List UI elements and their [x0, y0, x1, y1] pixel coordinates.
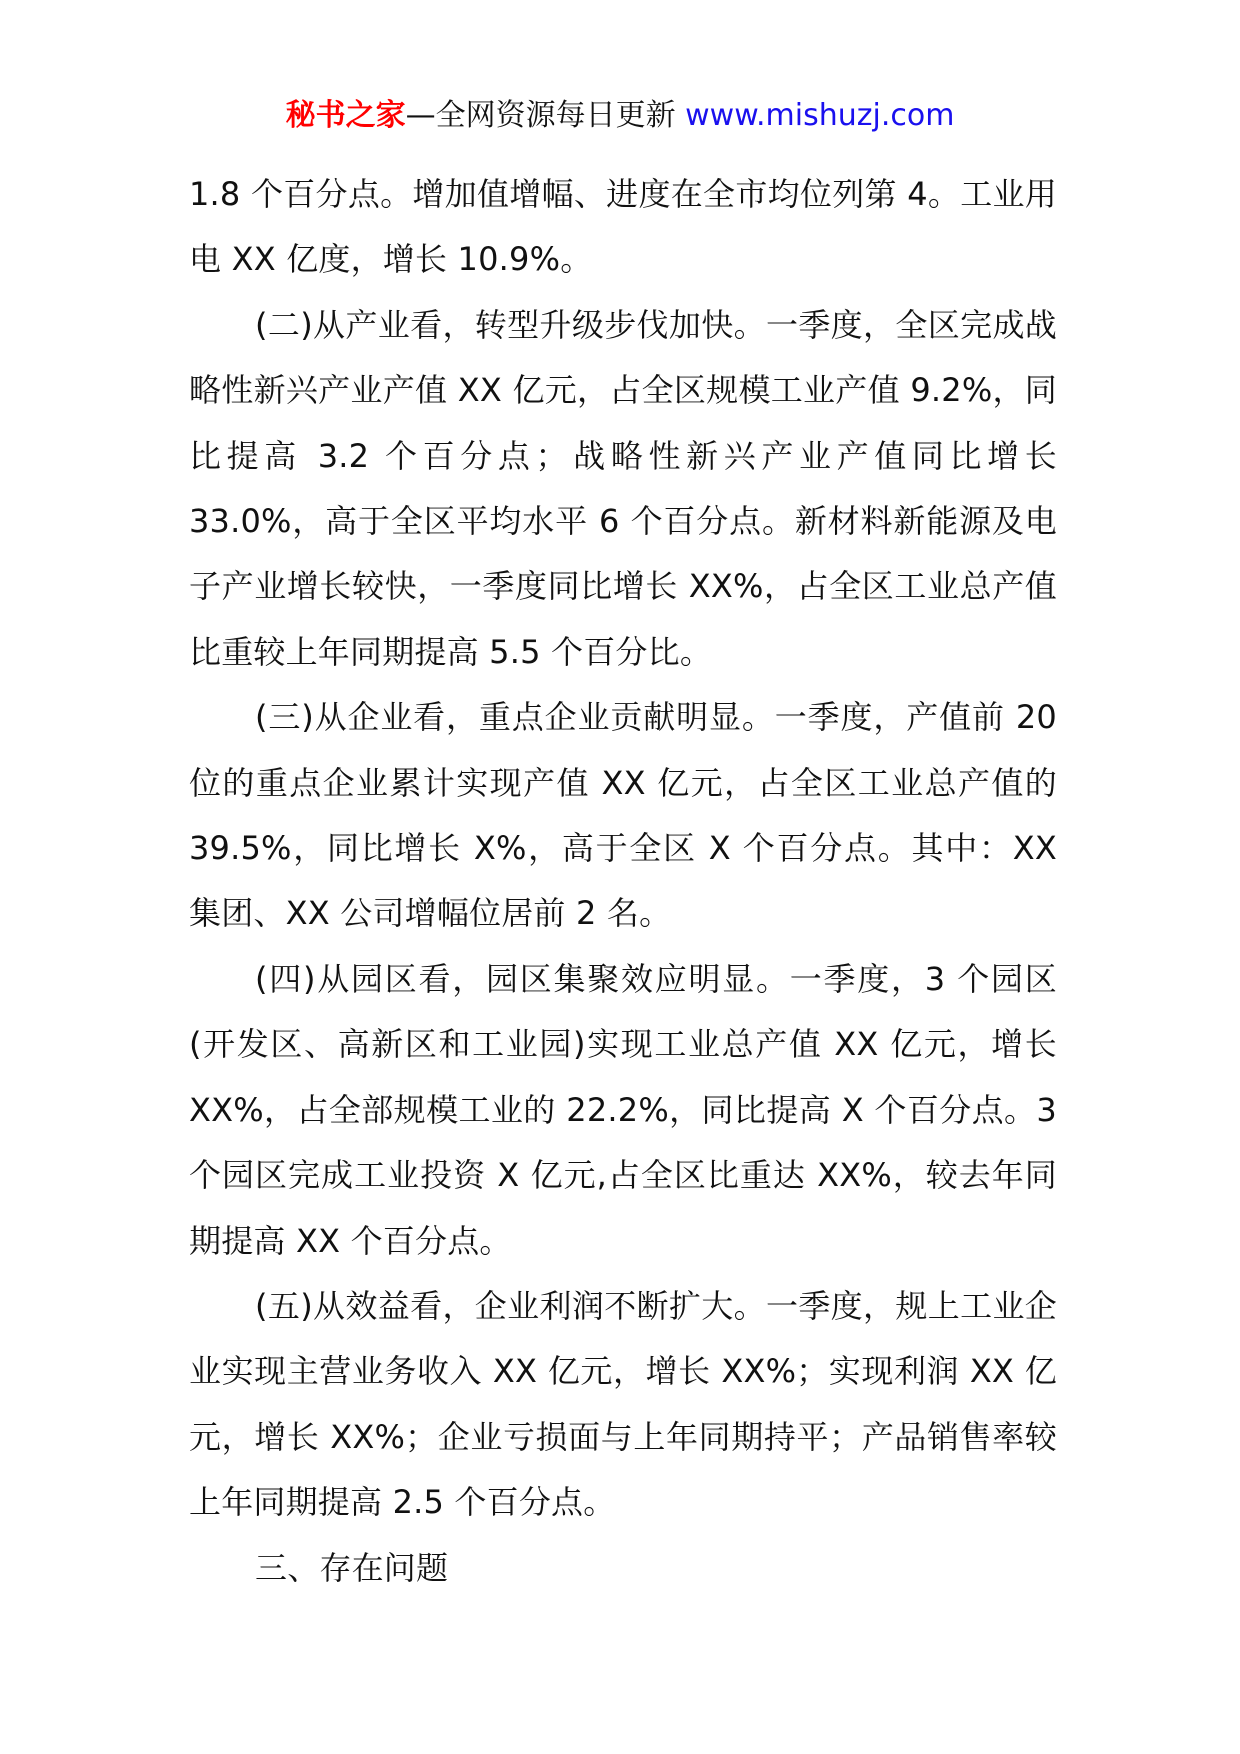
site-url-link[interactable]: www.mishuzj.com [685, 98, 955, 133]
document-body [189, 162, 1057, 1601]
paragraph-park: (四)从园区看，园区集聚效应明显。一季度，3 个园区(开发区、高新区和工业园)实现工业总产值 XX 亿元，增长 XX%，占全部规模工业的 22.2%，同比提高 X 个百分点。3 个园区完成工业投资 X 亿元,占全区比重达 XX%，较去年同期提高 XX 个百分点。 [189, 959, 1057, 1260]
paragraph-continuation: 1.8 个百分点。增加值增幅、进度在全市均位列第 4。工业用电 XX 亿度，增长 10.9%。 [189, 175, 1057, 279]
site-tagline: —全网资源每日更新 [405, 98, 676, 133]
page-header [0, 96, 1240, 136]
site-brand: 秘书之家 [285, 98, 406, 133]
paragraph-industry: (二)从产业看，转型升级步伐加快。一季度，全区完成战略性新兴产业产值 XX 亿元，占全区规模工业产值 9.2%，同比提高 3.2 个百分点；战略性新兴产业产值同比增长 33.0%，高于全区平均水平 6 个百分点。新材料新能源及电子产业增长较快，一季度同比增长 XX%，占全区工业总产值比重较上年同期提高 5.5 个百分比。 [189, 305, 1057, 671]
paragraph-enterprise: (三)从企业看，重点企业贡献明显。一季度，产值前 20 位的重点企业累计实现产值 XX 亿元，占全区工业总产值的 39.5%，同比增长 X%，高于全区 X 个百分点。其中：XX 集团、XX 公司增幅位居前 2 名。 [189, 698, 1057, 933]
paragraph-benefit: (五)从效益看，企业利润不断扩大。一季度，规上工业企业实现主营业务收入 XX 亿元，增长 XX%；实现利润 XX 亿元，增长 XX%；企业亏损面与上年同期持平；产品销售率较上年同期提高 2.5 个百分点。 [189, 1286, 1057, 1522]
section-heading-problems: 三、存在问题 [255, 1548, 449, 1587]
